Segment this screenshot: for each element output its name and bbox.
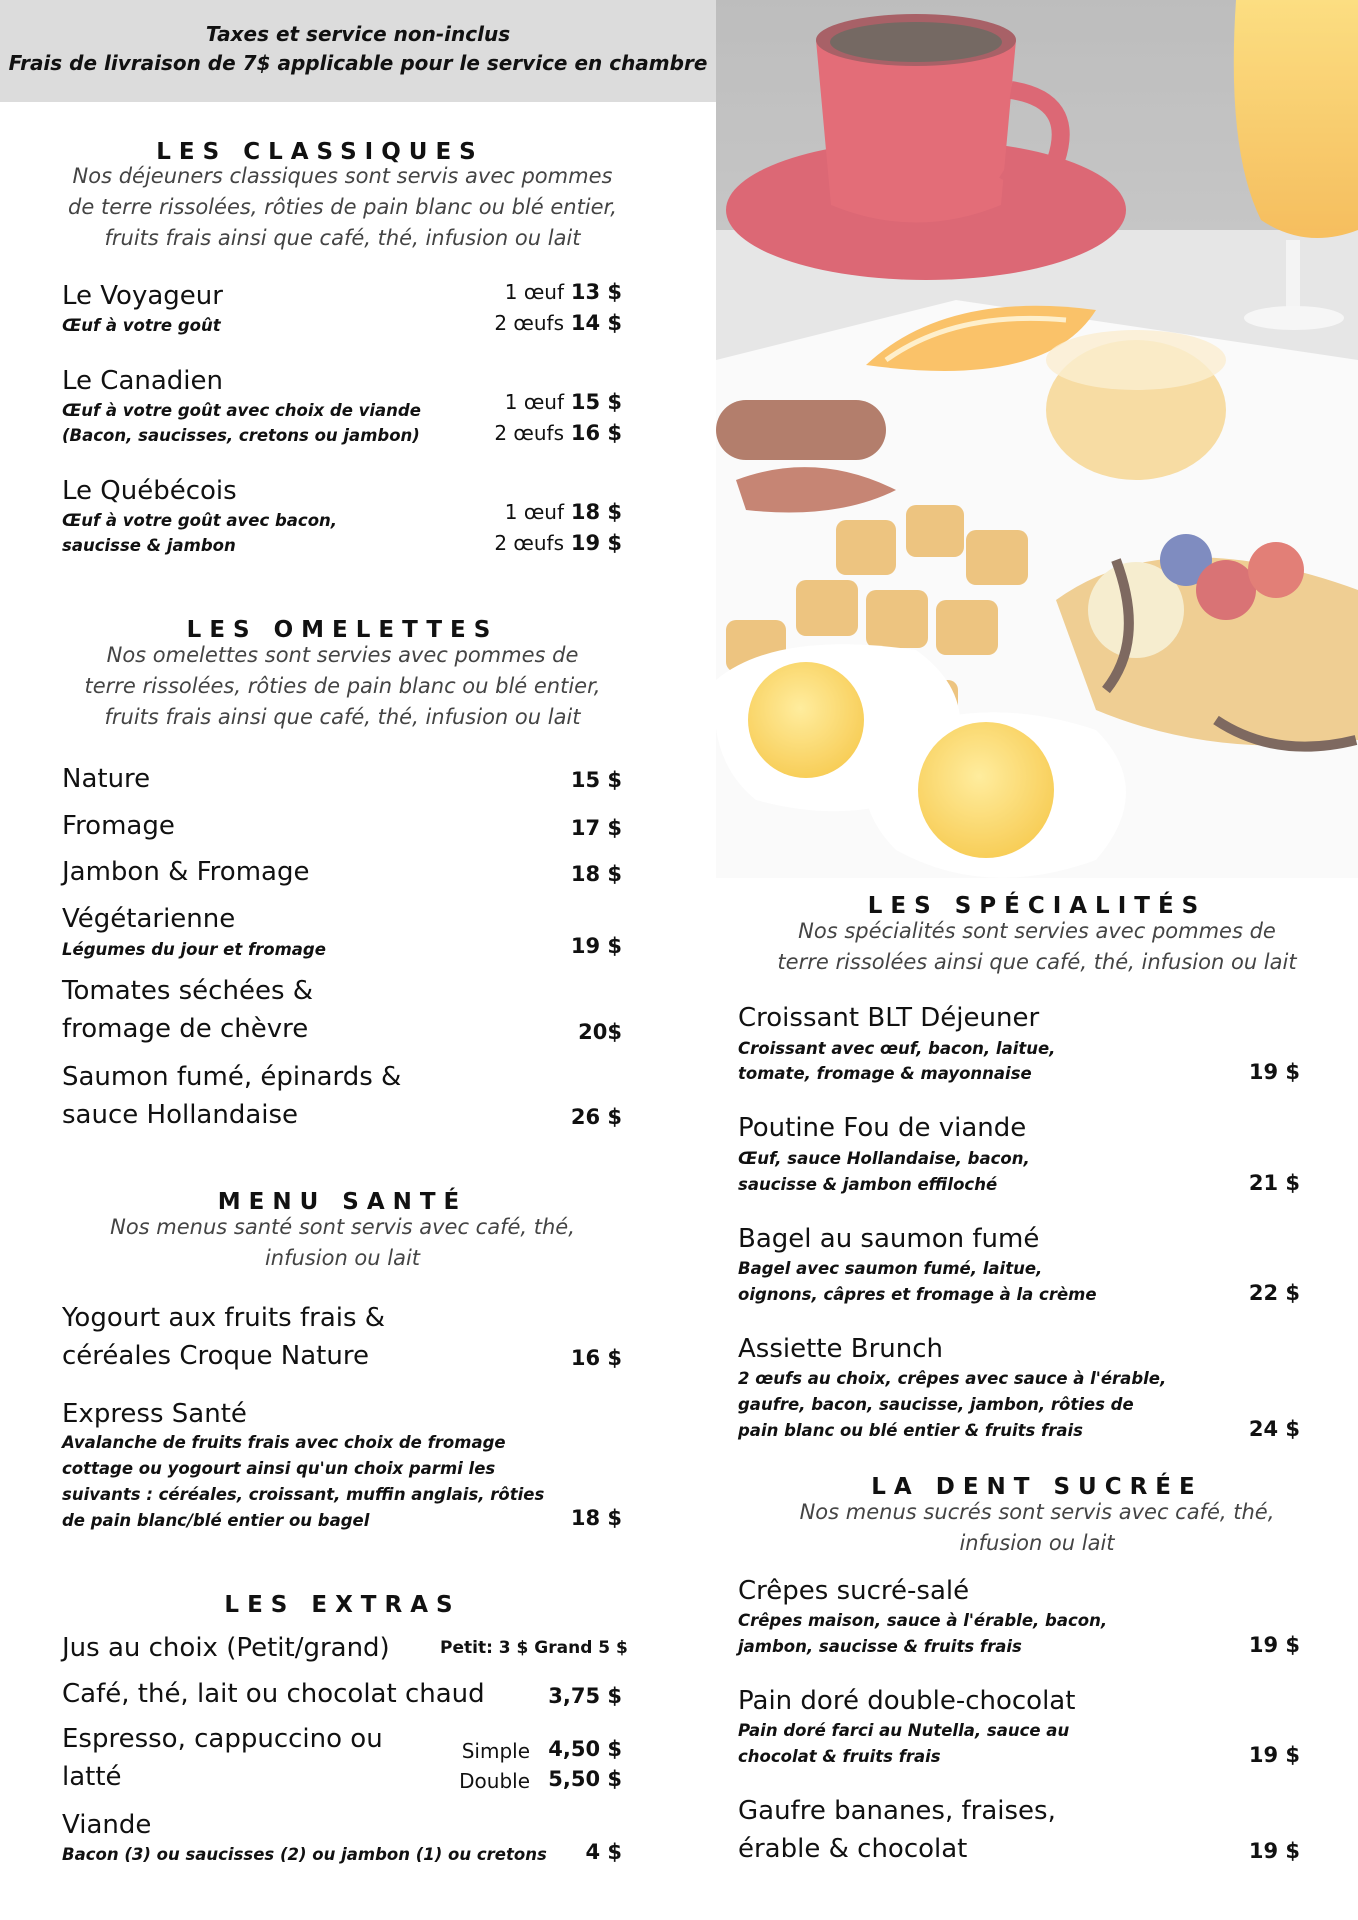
qty-1-oeuf: 1 œuf [504,280,564,304]
item-desc-bagel-2: oignons, câpres et fromage à la crème [738,1285,1097,1304]
item-desc-croissant-1: Croissant avec œuf, bacon, laitue, [738,1039,1056,1058]
item-desc-brunch-1: 2 œufs au choix, crêpes avec sauce à l'érable, [738,1369,1167,1388]
intro-line: Nos spécialités sont servies avec pommes de [798,919,1276,943]
item-name-saumon-1: Saumon fumé, épinards & [62,1062,402,1092]
intro-line: terre rissolées ainsi que café, thé, infusion ou lait [777,950,1297,974]
item-name-jambon-fromage: Jambon & Fromage [62,857,310,887]
intro-line: terre rissolées, rôties de pain blanc ou blé entier, [84,674,601,698]
item-desc-voyageur: Œuf à votre goût [62,316,221,335]
item-name-canadien: Le Canadien [62,366,223,396]
price-cafe: 3,75 $ [548,1684,622,1708]
item-desc-quebecois-2: saucisse & jambon [62,536,236,555]
price-crepes: 19 $ [1248,1633,1300,1657]
item-desc-quebecois-1: Œuf à votre goût avec bacon, [62,511,338,530]
price-assiette-brunch: 24 $ [1248,1417,1300,1441]
item-name-espresso-2: latté [62,1762,122,1792]
section-title-extras: LES EXTRAS [224,1592,461,1618]
price-croissant-blt: 19 $ [1248,1060,1300,1084]
section-intro-classiques [0,161,685,254]
item-name-gaufre-2: érable & chocolat [738,1834,968,1864]
price-pain-dore: 19 $ [1248,1743,1300,1767]
item-name-cafe: Café, thé, lait ou chocolat chaud [62,1679,485,1709]
item-name-yogourt-2: céréales Croque Nature [62,1341,369,1371]
price-nature: 15 $ [570,768,622,792]
item-desc-bagel-1: Bagel avec saumon fumé, laitue, [738,1259,1043,1278]
item-name-express-sante: Express Santé [62,1399,247,1429]
item-name-tomates-1: Tomates séchées & [62,976,314,1006]
item-name-croissant-blt: Croissant BLT Déjeuner [738,1003,1040,1033]
price-fromage: 17 $ [570,816,622,840]
section-intro-sante [0,1212,685,1274]
price-saumon: 26 $ [570,1105,622,1129]
item-desc-express-2: cottage ou yogourt ainsi qu'un choix parmi les [62,1459,496,1478]
notice-taxes: Taxes et service non-inclus [205,22,511,46]
item-name-quebecois: Le Québécois [62,476,237,506]
price-jambon-fromage: 18 $ [570,862,622,886]
item-desc-pain-dore-2: chocolat & fruits frais [738,1747,941,1766]
qty-2-oeufs: 2 œufs [494,421,564,445]
price-gaufre: 19 $ [1248,1839,1300,1863]
intro-line: de terre rissolées, rôties de pain blanc ou blé entier, [68,195,617,219]
price-voyageur-1: 13 $ [570,280,622,304]
intro-line: Nos déjeuners classiques sont servis avec pommes [72,164,613,188]
item-name-viande: Viande [62,1810,152,1840]
item-name-pain-dore: Pain doré double-chocolat [738,1686,1076,1716]
price-bagel: 22 $ [1248,1281,1300,1305]
item-desc-crepes-2: jambon, saucisse & fruits frais [738,1637,1022,1656]
item-name-saumon-2: sauce Hollandaise [62,1100,299,1130]
item-desc-vegetarienne: Légumes du jour et fromage [62,940,326,959]
item-desc-express-3: suivants : céréales, croissant, muffin anglais, rôties [62,1485,545,1504]
qty-1-oeuf: 1 œuf [504,390,564,414]
price-poutine: 21 $ [1248,1171,1300,1195]
item-desc-poutine-2: saucisse & jambon effiloché [738,1175,998,1194]
price-tomates: 20$ [578,1020,622,1044]
intro-line: fruits frais ainsi que café, thé, infusion ou lait [104,705,581,729]
notice-banner [0,0,716,102]
section-intro-omelettes [0,640,685,733]
item-desc-pain-dore-1: Pain doré farci au Nutella, sauce au [738,1721,1070,1740]
intro-line: infusion ou lait [959,1531,1115,1555]
qty-2-oeufs: 2 œufs [494,311,564,335]
item-desc-canadien-2: (Bacon, saucisses, cretons ou jambon) [62,426,420,445]
item-desc-poutine-1: Œuf, sauce Hollandaise, bacon, [738,1149,1030,1168]
intro-line: Nos menus santé sont servis avec café, thé, [110,1215,575,1239]
qty-2-oeufs: 2 œufs [494,531,564,555]
item-desc-croissant-2: tomate, fromage & mayonnaise [738,1064,1032,1083]
item-name-nature: Nature [62,764,151,794]
price-quebecois-1: 18 $ [570,500,622,524]
intro-line: infusion ou lait [264,1246,421,1270]
intro-line: Nos menus sucrés sont servis avec café, thé, [799,1500,1275,1524]
price-viande: 4 $ [585,1840,622,1864]
item-name-vegetarienne: Végétarienne [62,904,236,934]
item-desc-brunch-3: pain blanc ou blé entier & fruits frais [738,1421,1083,1440]
item-desc-express-1: Avalanche de fruits frais avec choix de fromage [62,1433,506,1452]
section-title-sucree: LA DENT SUCRÉE [871,1474,1203,1500]
item-desc-viande: Bacon (3) ou saucisses (2) ou jambon (1) ou cretons [62,1845,547,1864]
price-canadien-2: 16 $ [570,421,622,445]
notice-delivery: Frais de livraison de 7$ applicable pour le service en chambre [8,51,708,75]
section-intro-sucree [716,1497,1358,1559]
qty-double: Double [459,1769,530,1793]
item-name-fromage: Fromage [62,811,175,841]
item-name-tomates-2: fromage de chèvre [62,1014,309,1044]
price-jus: Petit: 3 $ Grand 5 $ [440,1638,628,1658]
qty-simple: Simple [461,1739,530,1763]
intro-line: fruits frais ainsi que café, thé, infusion ou lait [104,226,581,250]
item-name-bagel: Bagel au saumon fumé [738,1224,1040,1254]
price-yogourt: 16 $ [570,1346,622,1370]
price-espresso-simple: 4,50 $ [548,1737,622,1761]
item-name-jus: Jus au choix (Petit/grand) [62,1633,390,1663]
price-express-sante: 18 $ [570,1506,622,1530]
section-title-specialites: LES SPÉCIALITÉS [867,893,1207,919]
qty-1-oeuf: 1 œuf [504,500,564,524]
item-name-assiette-brunch: Assiette Brunch [738,1334,944,1364]
item-name-voyageur: Le Voyageur [62,281,223,311]
section-title-omelettes: LES OMELETTES [186,617,499,643]
breakfast-photo [716,0,1358,878]
price-canadien-1: 15 $ [570,390,622,414]
item-desc-canadien-1: Œuf à votre goût avec choix de viande [62,401,421,420]
section-intro-specialites [716,916,1358,978]
price-vegetarienne: 19 $ [570,934,622,958]
item-name-gaufre-1: Gaufre bananes, fraises, [738,1796,1056,1826]
item-desc-express-4: de pain blanc/blé entier ou bagel [62,1511,370,1530]
item-name-espresso-1: Espresso, cappuccino ou [62,1724,383,1754]
section-title-classiques: LES CLASSIQUES [156,139,484,165]
item-desc-brunch-2: gaufre, bacon, saucisse, jambon, rôties de [738,1395,1134,1414]
item-desc-crepes-1: Crêpes maison, sauce à l'érable, bacon, [738,1611,1108,1630]
price-espresso-double: 5,50 $ [548,1767,622,1791]
item-name-crepes: Crêpes sucré-salé [738,1576,970,1606]
intro-line: Nos omelettes sont servies avec pommes de [106,643,579,667]
section-title-sante: MENU SANTÉ [217,1189,468,1215]
price-voyageur-2: 14 $ [570,311,622,335]
price-quebecois-2: 19 $ [570,531,622,555]
item-name-poutine: Poutine Fou de viande [738,1113,1027,1143]
item-name-yogourt-1: Yogourt aux fruits frais & [62,1303,386,1333]
